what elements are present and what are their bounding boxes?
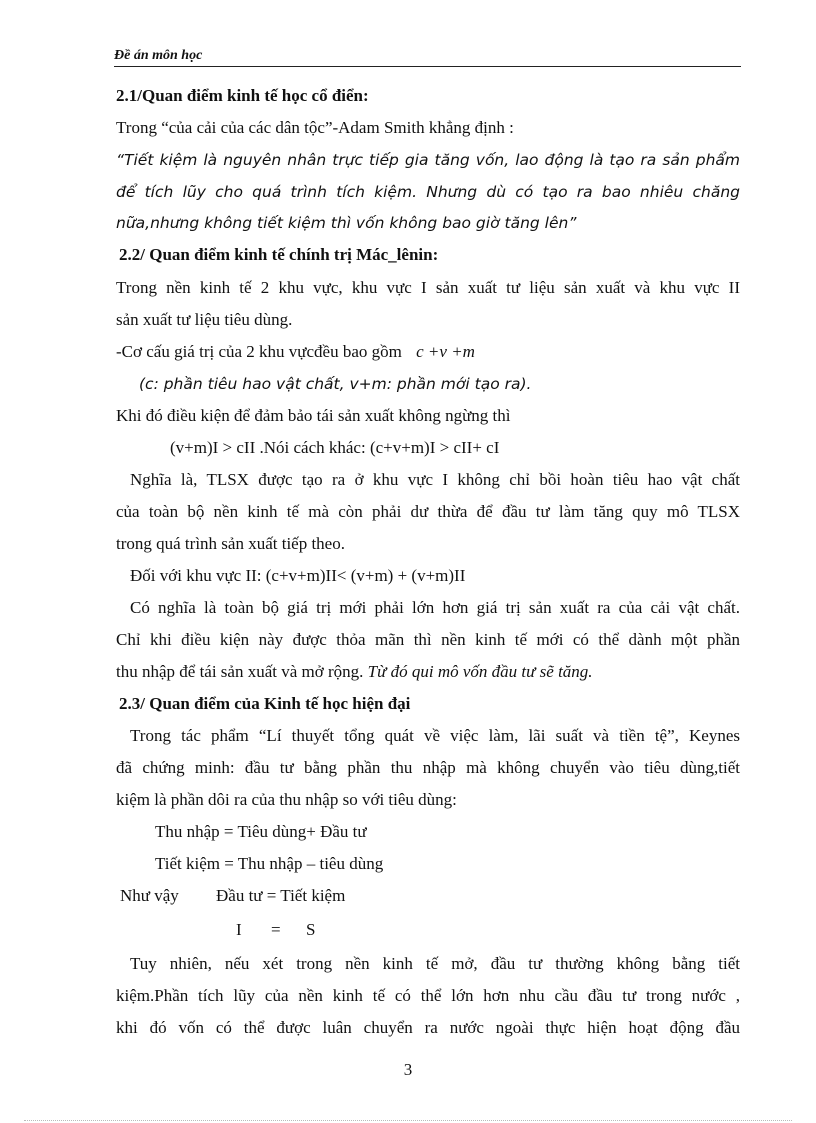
equation-line: Tiết kiệm = Thu nhập – tiêu dùng <box>155 854 384 873</box>
text-line: của toàn bộ nền kinh tế mà còn phải dư thừa để đầu tư làm tăng quy mô TLSX <box>116 502 740 521</box>
text-line <box>116 662 740 682</box>
formula-line: Đối với khu vực II: (c+v+m)II< (v+m) + (v+m)II <box>130 566 466 585</box>
section-heading-2-2: 2.2/ Quan điểm kinh tế chính trị Mác_lênin: <box>119 245 439 264</box>
text-line: trong quá trình sản xuất tiếp theo. <box>116 534 345 553</box>
equation-equals: = <box>271 920 281 939</box>
quote-line: để tích lũy cho quá trình tích kiệm. Nhưng dù có tạo ra bao nhiêu chăng <box>116 183 740 201</box>
page-bottom-divider <box>24 1120 792 1121</box>
page-number: 3 <box>403 1060 413 1079</box>
text-line: kiệm.Phần tích lũy của nền kinh tế có thể lớn hơn nhu cầu đầu tư trong nước , <box>116 986 740 1005</box>
section-heading-2-1: 2.1/Quan điểm kinh tế học cổ điển: <box>116 86 369 105</box>
text-line: sản xuất tư liệu tiêu dùng. <box>116 310 293 329</box>
equation-line: Thu nhập = Tiêu dùng+ Đầu tư <box>155 822 367 841</box>
page-header <box>114 46 741 67</box>
formula-cvm: c +v +m <box>416 342 475 361</box>
quote-line: nữa,nhưng không tiết kiệm thì vốn không bao giờ tăng lên” <box>116 214 577 232</box>
note-line: (c: phần tiêu hao vật chất, v+m: phần mới tạo ra). <box>139 375 532 393</box>
structure-text: -Cơ cấu giá trị của 2 khu vựcđều bao gồm <box>116 342 402 361</box>
text-line: Trong tác phẩm “Lí thuyết tổng quát về việc làm, lãi suất và tiền tệ”, Keynes <box>130 726 740 745</box>
formula-line: (v+m)I > cII .Nói cách khác: (c+v+m)I > cII+ cI <box>170 438 500 457</box>
equation-i: I <box>236 920 242 939</box>
text-line: Có nghĩa là toàn bộ giá trị mới phải lớn hơn giá trị sản xuất ra của cải vật chất. <box>130 598 740 617</box>
text-line: Chỉ khi điều kiện này được thỏa mãn thì nền kinh tế mới có thể dành một phần <box>116 630 740 649</box>
equation-text: Đầu tư = Tiết kiệm <box>216 886 346 905</box>
equation-line <box>236 920 816 940</box>
text-line: Trong “của cải của các dân tộc”-Adam Smith khẳng định : <box>116 118 514 137</box>
text-line: khi đó vốn có thể được luân chuyển ra nước ngoài thực hiện hoạt động đầu <box>116 1018 740 1037</box>
equation-label: Như vậy <box>120 886 179 905</box>
section-heading-2-3: 2.3/ Quan điểm của Kinh tế học hiện đại <box>119 694 411 713</box>
header-title: Đề án môn học <box>114 48 203 63</box>
equation-s: S <box>306 920 316 939</box>
text-line: đã chứng minh: đầu tư bằng phần thu nhập mà không chuyển vào tiêu dùng,tiết <box>116 758 740 777</box>
text-line: Tuy nhiên, nếu xét trong nền kinh tế mở, đầu tư thường không bằng tiết <box>130 954 740 973</box>
equation-line <box>120 886 744 906</box>
quote-line: “Tiết kiệm là nguyên nhân trực tiếp gia tăng vốn, lao động là tạo ra sản phẩm <box>116 151 740 169</box>
text-segment: thu nhập để tái sản xuất và mở rộng. <box>116 662 364 681</box>
text-line: Khi đó điều kiện để đảm bảo tái sản xuất không ngừng thì <box>116 406 511 425</box>
italic-segment: Từ đó qui mô vốn đầu tư sẽ tăng. <box>367 662 593 681</box>
text-line: Trong nền kinh tế 2 khu vực, khu vực I sản xuất tư liệu sản xuất và khu vực II <box>116 278 740 297</box>
text-line: kiệm là phần dôi ra của thu nhập so với tiêu dùng: <box>116 790 457 809</box>
text-line: Nghĩa là, TLSX được tạo ra ở khu vực I không chỉ bồi hoàn tiêu hao vật chất <box>130 470 740 489</box>
text-line <box>116 342 740 362</box>
